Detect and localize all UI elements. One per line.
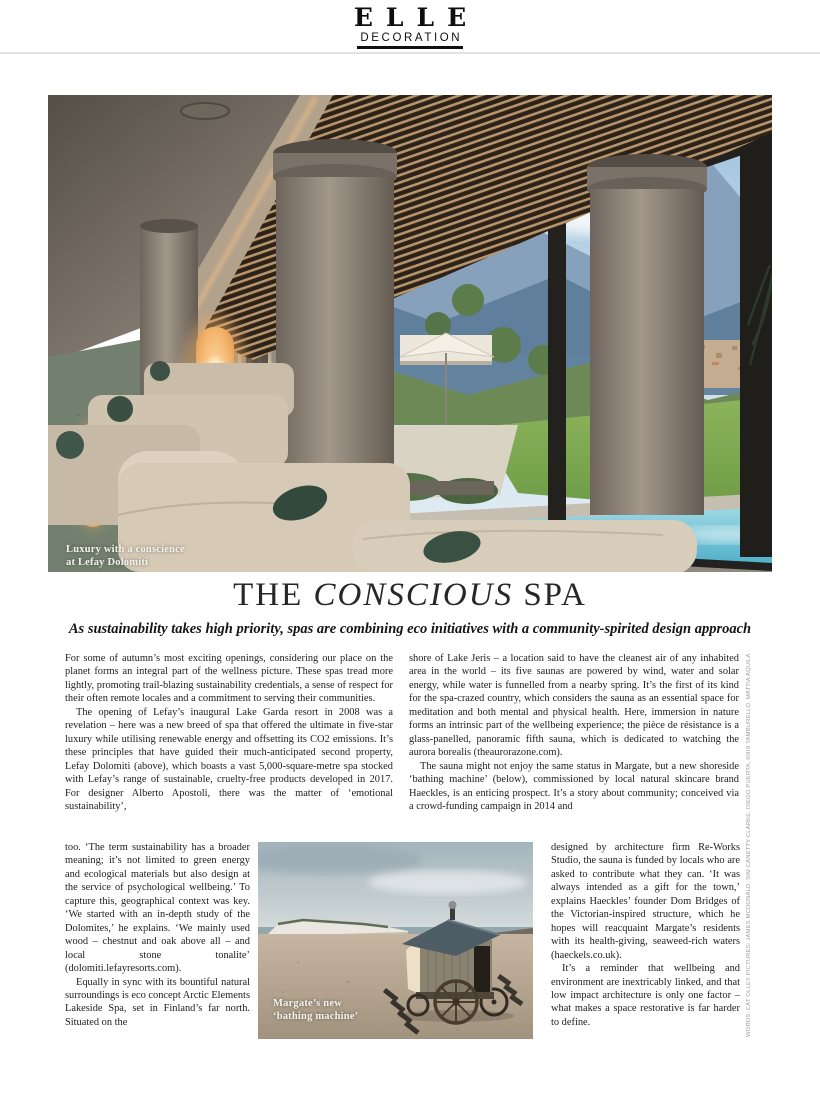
inset-caption	[273, 997, 358, 1023]
standfirst: As sustainability takes high priority, spas are combining eco initiatives with a community-spirited design approach	[68, 621, 752, 637]
body-paragraph: The opening of Lefay’s inaugural Lake Garda resort in 2008 was a revelation – here was a new breed of spa that offered the ultimate in five-star luxury while utilising renewable energy and offsetting its CO2 emissions. It’s these principles that have guided their much-anticipated second property, Lefay Dolomiti (above), which boasts a vast 5,000-square-metre spa stocked with Lefay’s range of sustainable, cruelty-free products developed in 2017. For designer Alberto Apostoli, there was the matter of ‘emotional sustainability’,	[65, 706, 393, 812]
inset-caption-line1: Margate’s new	[273, 998, 342, 1009]
body-paragraph: It’s a reminder that wellbeing and environment are inextricably linked, and that low impact architecture is only one factor – what makes a space restorative is far harder to define.	[551, 963, 740, 1028]
body-paragraph: too. ‘The term sustainability has a broader meaning; it’s not limited to green energy and ecological materials but also design at the service of psychological wellbeing.’ To capture this, geographical context was key. ‘We started with an in-depth study of the Dolomites,’ he explains. ‘We mainly used wood – chestnut and oak above all – and local stone tonalite’ (dolomiti.lefayresorts.com).	[65, 842, 250, 975]
elle-logo: ELLE	[353, 3, 480, 32]
body-paragraph: Equally in sync with its bountiful natural surroundings is eco concept Arctic Elements Lakeside Spa, set in Finland’s far north. Situated on the	[65, 976, 250, 1028]
body-paragraph: For some of autumn’s most exciting openings, considering our place on the planet forms an integral part of the wellness picture. These spas tread more lightly, promoting trail-blazing sustainability credentials, a sense of respect for their often remote locales and a commitment to serving their communities.	[65, 653, 393, 705]
column-b	[587, 154, 707, 515]
body-paragraph: designed by architecture firm Re-Works Studio, the sauna is funded by locals who are asked to contribute what they can. ‘It was always intended as a gift for the town,’ explains Haeckles’ founder Dom Bridges of the Victorian-inspired structure, which he hopes will reacquaint Margate’s residents with its health-giving, seaweed-rich waters (haeckels.co.uk).	[551, 842, 740, 961]
photo-credits: WORDS: CAT OLLEY PICTURES: JAMES MCDONALD, SIM CANETTY-CLARKE, DIEGO PUERTA, KRIS TAMBURELLO, MATTIA AQUILA	[746, 653, 752, 1037]
article-column-left-wide	[65, 652, 393, 813]
header-divider	[0, 52, 820, 54]
ceiling-vent	[181, 103, 229, 119]
body-paragraph: shore of Lake Jeris – a location said to have the cleanest air of any inhabited area in the world – its five saunas are powered by wind, water and solar energy, while water is funnelled from a nearby spring. It’s the first of its kind for the spa-crazed country, which considers the sauna as an essential space for meditation and both mental and physical health. Here, immersion in nature forms an intrinsic part of the wellbeing experience; the pièce de résistance is a glass-panelled, panoramic fifth sauna, which is dedicated to watching the aurora borealis (theaurorazone.com).	[409, 653, 739, 759]
chimney-cap	[449, 901, 457, 909]
headline-italic: CONSCIOUS	[313, 577, 514, 613]
hut-doorway	[474, 946, 490, 992]
hero-caption-line1: Luxury with a conscience	[66, 544, 185, 555]
article-headline	[0, 576, 820, 614]
decoration-wordmark: DECORATION	[360, 32, 463, 44]
article-column-right-wide	[409, 652, 739, 813]
body-paragraph: The sauna might not enjoy the same status in Margate, but a new shoreside ‘bathing machine’ (below), commissioned by local natural skincare brand Haeckles, is an enticing prospect. It’s a story about community; conceived via a crowd-funding campaign in 2014 and	[409, 760, 739, 812]
article-column-left-narrow	[65, 841, 250, 1029]
decoration-underline	[357, 46, 463, 49]
inset-caption-line2: ‘bathing machine’	[273, 1011, 359, 1022]
hero-caption	[66, 543, 185, 569]
chimney	[450, 908, 455, 920]
headline-post: SPA	[513, 577, 587, 613]
hero-image	[48, 95, 772, 572]
hero-photo	[48, 95, 772, 572]
headline-pre: THE	[233, 577, 314, 613]
article-column-right-narrow	[551, 841, 740, 1029]
hero-caption-line2: at Lefay Dolomiti	[66, 557, 149, 568]
